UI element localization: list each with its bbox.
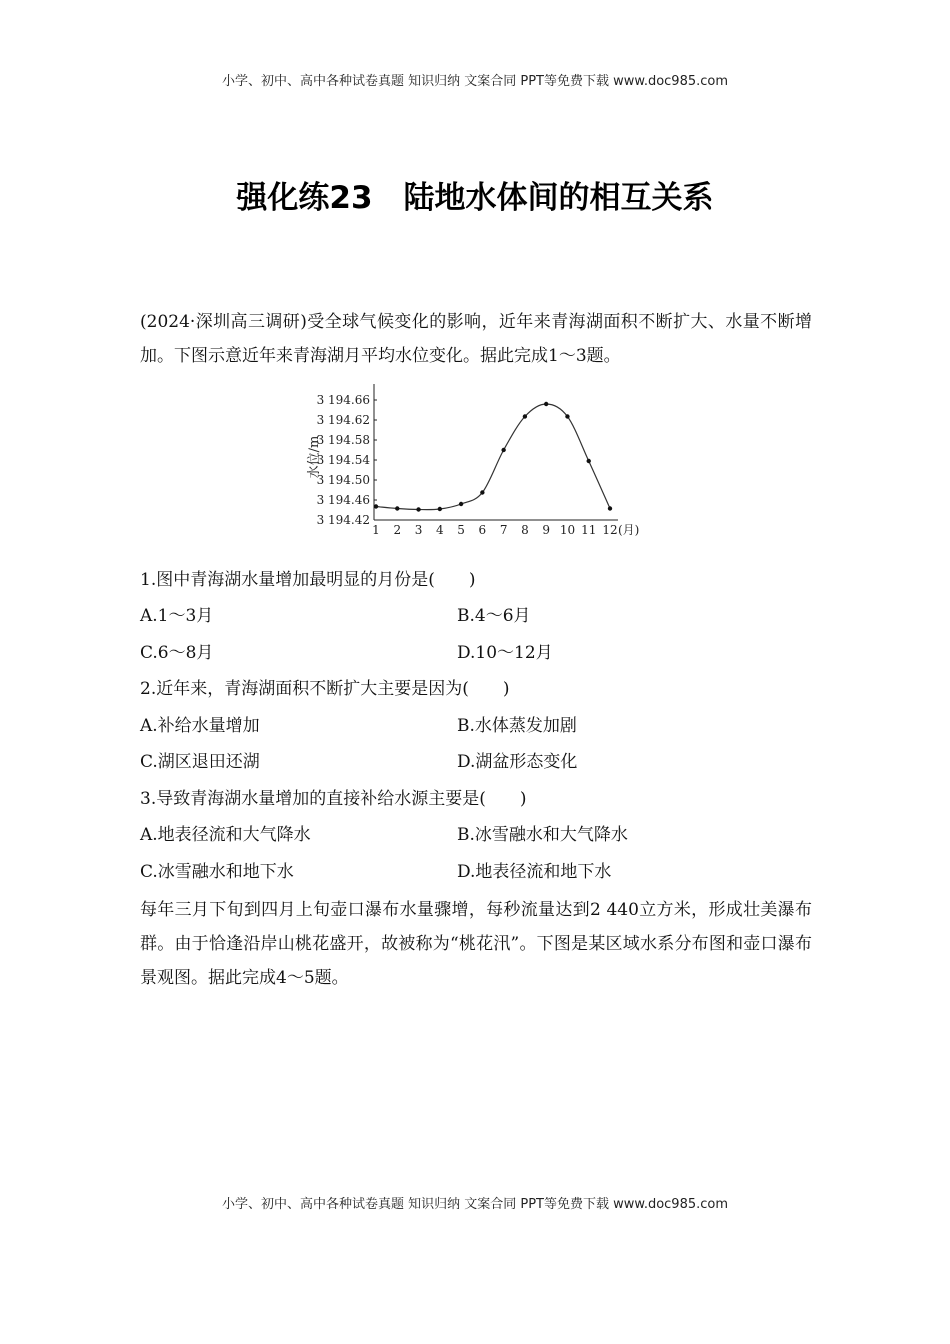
chart-x-tick-label: 9 [542,523,551,537]
water-level-chart [300,378,660,538]
chart-x-tick-label: 1 [372,523,380,537]
chart-y-tick-label: 3 194.42 [316,513,370,527]
page-footer: 小学、初中、高中各种试卷真题 知识归纳 文案合同 PPT等免费下载 www.doc985.com [221,1197,729,1212]
chart-x-tick-label: 4 [435,523,444,537]
chart-x-tick-label: 11 [581,523,597,537]
question-3-stem: 3.导致青海湖水量增加的直接补给水源主要是( ) [140,789,527,809]
chart-data-point [480,490,484,494]
chart-data-point [501,448,505,452]
chart-data-point [523,414,527,418]
question-1-option-c[interactable]: C.6～8月 [140,643,214,663]
question-1-option-b[interactable]: B.4～6月 [457,606,531,626]
chart-y-tick-label: 3 194.50 [316,473,370,487]
question-2-option-b[interactable]: B.水体蒸发加剧 [457,716,577,736]
chart-y-tick-label: 3 194.66 [316,393,370,407]
chart-x-axis-label: (月) [618,523,640,537]
chart-x-tick-label: 2 [393,523,402,537]
question-1-option-a[interactable]: A.1～3月 [140,606,214,626]
chart-data-point [544,402,548,406]
chart-y-tick-label: 3 194.46 [316,493,370,507]
water-level-line [376,404,610,510]
page-title: 强化练23 陆地水体间的相互关系 [236,180,714,216]
chart-x-tick-label: 7 [499,523,508,537]
question-3-option-c[interactable]: C.冰雪融水和地下水 [140,862,294,882]
question-3-option-a[interactable]: A.地表径流和大气降水 [140,825,311,845]
chart-y-tick-label: 3 194.58 [316,433,370,447]
question-2-option-a[interactable]: A.补给水量增加 [140,716,260,736]
intro-paragraph: (2024·深圳高三调研)受全球气候变化的影响，近年来青海湖面积不断扩大、水量不断增加。下图示意近年来青海湖月平均水位变化。据此完成1～3题。 [140,312,812,366]
chart-x-tick-label: 12 [602,523,618,537]
page-header: 小学、初中、高中各种试卷真题 知识归纳 文案合同 PPT等免费下载 www.doc985.com [221,74,729,89]
chart-x-tick-label: 3 [414,523,423,537]
question-2-stem: 2.近年来，青海湖面积不断扩大主要是因为( ) [140,679,510,699]
chart-data-point [459,502,463,506]
chart-data-point [438,507,442,511]
chart-data-point [395,506,399,510]
chart-data-point [565,414,569,418]
question-3-option-d[interactable]: D.地表径流和地下水 [457,862,612,882]
chart-x-tick-label: 6 [478,523,487,537]
chart-x-tick-label: 5 [457,523,465,537]
chart-data-point [608,506,612,510]
intro-paragraph-2: 每年三月下旬到四月上旬壶口瀑布水量骤增，每秒流量达到2 440立方米，形成壮美瀑布群。由于恰逢沿岸山桃花盛开，故被称为“桃花汛”。下图是某区域水系分布图和壶口瀑布景观图。据此完成4～5题。 [140,900,812,988]
chart-data-point [587,459,591,463]
question-2-option-c[interactable]: C.湖区退田还湖 [140,752,260,772]
chart-x-tick-label: 10 [559,523,576,537]
chart-x-tick-label: 8 [521,523,529,537]
question-1-stem: 1.图中青海湖水量增加最明显的月份是( ) [140,570,476,590]
chart-y-axis-label: 水位/m [307,435,322,479]
chart-y-tick-label: 3 194.62 [316,413,370,427]
chart-data-point [374,504,378,508]
chart-data-point [416,507,420,511]
chart-y-tick-label: 3 194.54 [316,453,370,467]
question-2-option-d[interactable]: D.湖盆形态变化 [457,752,578,772]
question-3-option-b[interactable]: B.冰雪融水和大气降水 [457,825,628,845]
question-1-option-d[interactable]: D.10～12月 [457,643,553,663]
